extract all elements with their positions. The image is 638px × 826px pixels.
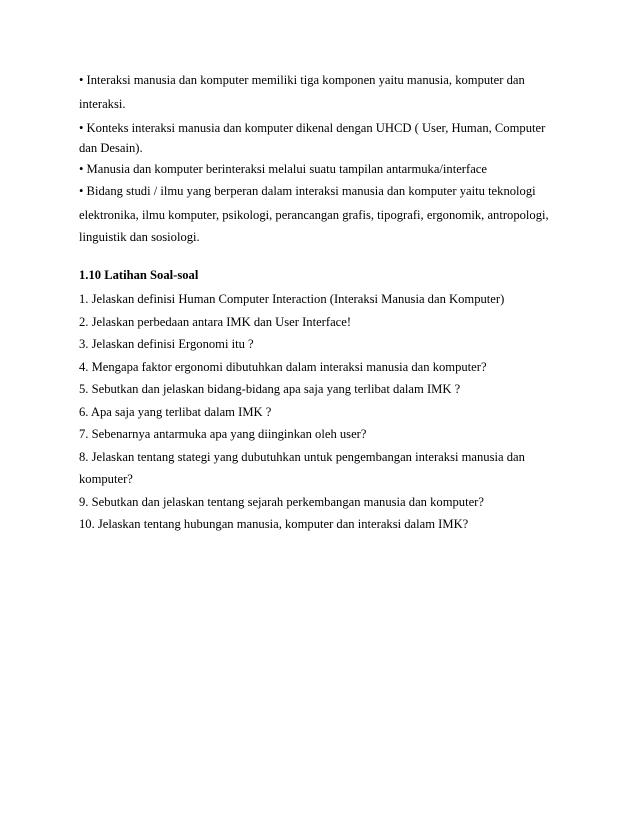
summary-line: linguistik dan sosiologi.: [79, 230, 200, 244]
summary-line: elektronika, ilmu komputer, psikologi, perancangan grafis, tipografi, ergonomik, antropologi,: [79, 208, 549, 222]
exercise-item: komputer?: [79, 472, 133, 486]
exercise-item: 8. Jelaskan tentang stategi yang dubutuhkan untuk pengembangan interaksi manusia dan: [79, 450, 525, 464]
exercise-item: 10. Jelaskan tentang hubungan manusia, komputer dan interaksi dalam IMK?: [79, 517, 469, 531]
exercise-item: 6. Apa saja yang terlibat dalam IMK ?: [79, 405, 272, 419]
summary-line: interaksi.: [79, 97, 126, 111]
summary-line: • Manusia dan komputer berinteraksi melalui suatu tampilan antarmuka/interface: [79, 162, 487, 176]
exercise-item: 4. Mengapa faktor ergonomi dibutuhkan dalam interaksi manusia dan komputer?: [79, 360, 487, 374]
summary-line: • Konteks interaksi manusia dan komputer dikenal dengan UHCD ( User, Human, Computer: [79, 121, 546, 135]
summary-line: • Interaksi manusia dan komputer memiliki tiga komponen yaitu manusia, komputer dan: [79, 73, 525, 87]
summary-line: dan Desain).: [79, 141, 143, 155]
exercise-item: 9. Sebutkan dan jelaskan tentang sejarah perkembangan manusia dan komputer?: [79, 495, 484, 509]
exercise-item: 3. Jelaskan definisi Ergonomi itu ?: [79, 337, 254, 351]
exercise-item: 5. Sebutkan dan jelaskan bidang-bidang apa saja yang terlibat dalam IMK ?: [79, 382, 461, 396]
exercise-item: 2. Jelaskan perbedaan antara IMK dan User Interface!: [79, 315, 352, 329]
summary-line: • Bidang studi / ilmu yang berperan dalam interaksi manusia dan komputer yaitu teknologi: [79, 184, 536, 198]
section-heading: 1.10 Latihan Soal-soal: [79, 268, 199, 282]
exercise-item: 1. Jelaskan definisi Human Computer Interaction (Interaksi Manusia dan Komputer): [79, 292, 505, 306]
exercise-item: 7. Sebenarnya antarmuka apa yang diinginkan oleh user?: [79, 427, 367, 441]
